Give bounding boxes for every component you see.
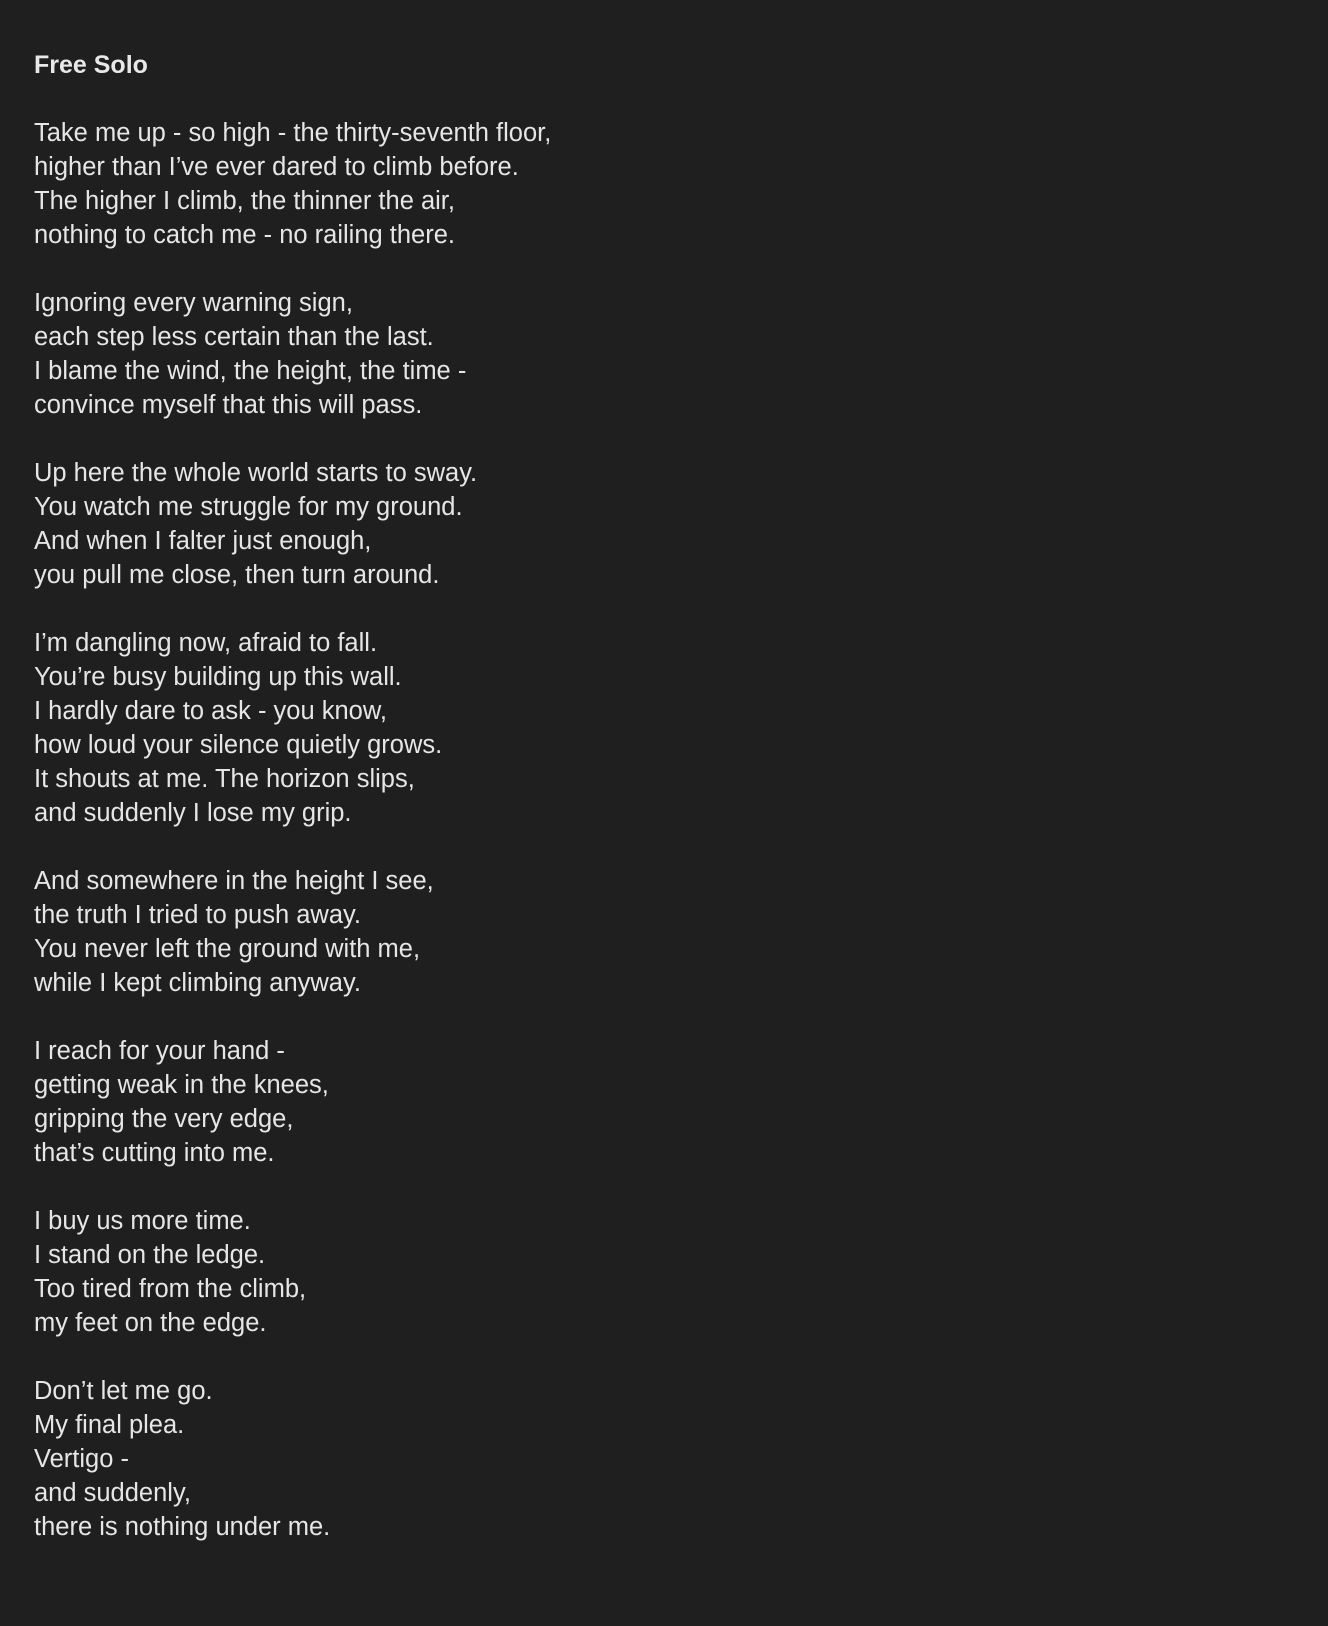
poem-line: I stand on the ledge. (34, 1241, 266, 1269)
poem-stanza (34, 286, 1328, 422)
poem-line: my feet on the edge. (34, 1309, 267, 1337)
poem-line: each step less certain than the last. (34, 323, 434, 351)
poem-stanza (34, 1034, 1328, 1170)
poem-stanza (34, 1204, 1328, 1340)
poem-line: gripping the very edge, (34, 1105, 294, 1133)
poem-line: I’m dangling now, afraid to fall. (34, 629, 378, 657)
poem-line: Don’t let me go. (34, 1377, 213, 1405)
poem-line: and suddenly, (34, 1479, 191, 1507)
poem-line: Up here the whole world starts to sway. (34, 459, 478, 487)
poem-line: the truth I tried to push away. (34, 901, 361, 929)
poem-line: Vertigo - (34, 1445, 129, 1473)
poem-stanza (34, 626, 1328, 830)
poem-line: And when I falter just enough, (34, 527, 372, 555)
poem-line: It shouts at me. The horizon slips, (34, 765, 415, 793)
poem-body (34, 116, 1328, 1544)
poem-stanza (34, 1374, 1328, 1544)
poem-stanza (34, 864, 1328, 1000)
poem-line: I blame the wind, the height, the time - (34, 357, 467, 385)
poem-line: and suddenly I lose my grip. (34, 799, 352, 827)
poem-line: Ignoring every warning sign, (34, 289, 353, 317)
poem-title: Free Solo (34, 51, 148, 79)
poem-line: You never left the ground with me, (34, 935, 421, 963)
poem-line: Take me up - so high - the thirty-seventh floor, (34, 119, 552, 147)
poem-line: My final plea. (34, 1411, 185, 1439)
poem-line: I reach for your hand - (34, 1037, 285, 1065)
poem-stanza (34, 116, 1328, 252)
poem-line: You’re busy building up this wall. (34, 663, 402, 691)
poem-line: The higher I climb, the thinner the air, (34, 187, 455, 215)
poem-line: getting weak in the knees, (34, 1071, 329, 1099)
poem-line: And somewhere in the height I see, (34, 867, 434, 895)
poem-stanza (34, 456, 1328, 592)
poem-line: I buy us more time. (34, 1207, 251, 1235)
poem-line: how loud your silence quietly grows. (34, 731, 443, 759)
poem-line: higher than I’ve ever dared to climb before. (34, 153, 519, 181)
poem-line: nothing to catch me - no railing there. (34, 221, 455, 249)
poem-line: there is nothing under me. (34, 1513, 331, 1541)
poem-line: that’s cutting into me. (34, 1139, 275, 1167)
poem-line: convince myself that this will pass. (34, 391, 423, 419)
poem-line: you pull me close, then turn around. (34, 561, 440, 589)
poem-line: You watch me struggle for my ground. (34, 493, 463, 521)
poem-line: while I kept climbing anyway. (34, 969, 361, 997)
poem-line: I hardly dare to ask - you know, (34, 697, 387, 725)
poem-line: Too tired from the climb, (34, 1275, 307, 1303)
